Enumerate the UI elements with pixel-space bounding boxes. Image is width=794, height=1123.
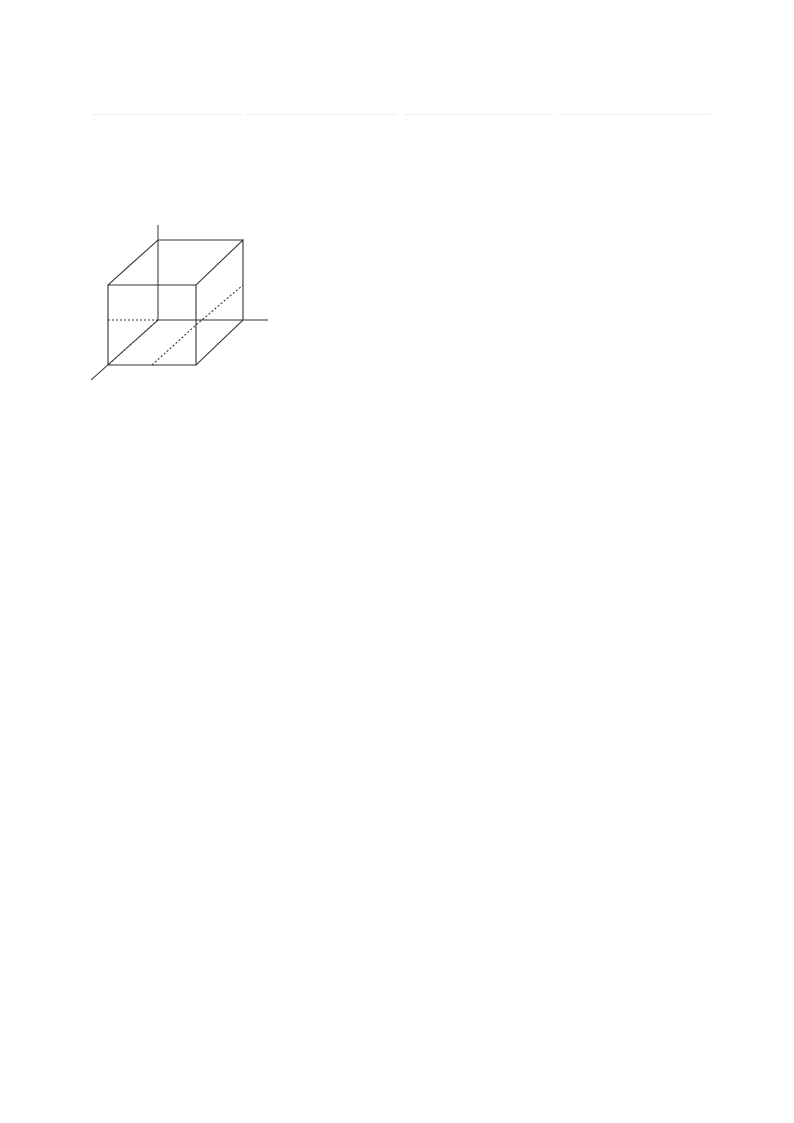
text-line [76, 155, 716, 177]
text-line [76, 810, 716, 832]
text-line [76, 674, 716, 696]
text-line [76, 124, 716, 146]
text-line [76, 916, 716, 938]
text-line [76, 779, 716, 801]
formula-line [76, 440, 716, 498]
text-line [76, 748, 716, 770]
text-line [76, 612, 716, 634]
text-line [76, 956, 716, 978]
text-line [76, 403, 716, 425]
option-a [92, 78, 242, 115]
text-line [76, 986, 716, 1008]
text-line [76, 642, 716, 664]
options-row [92, 78, 732, 114]
text-line [76, 550, 716, 572]
option-c [404, 78, 554, 115]
text-line [76, 842, 716, 864]
text-line [76, 716, 716, 738]
text-line [76, 876, 716, 898]
option-b [247, 78, 397, 115]
coordinate-cube-figure [86, 215, 286, 390]
text-line [76, 582, 716, 604]
option-d [560, 78, 710, 115]
text-line [76, 1017, 716, 1039]
text-line [76, 186, 716, 208]
text-line [76, 516, 716, 538]
